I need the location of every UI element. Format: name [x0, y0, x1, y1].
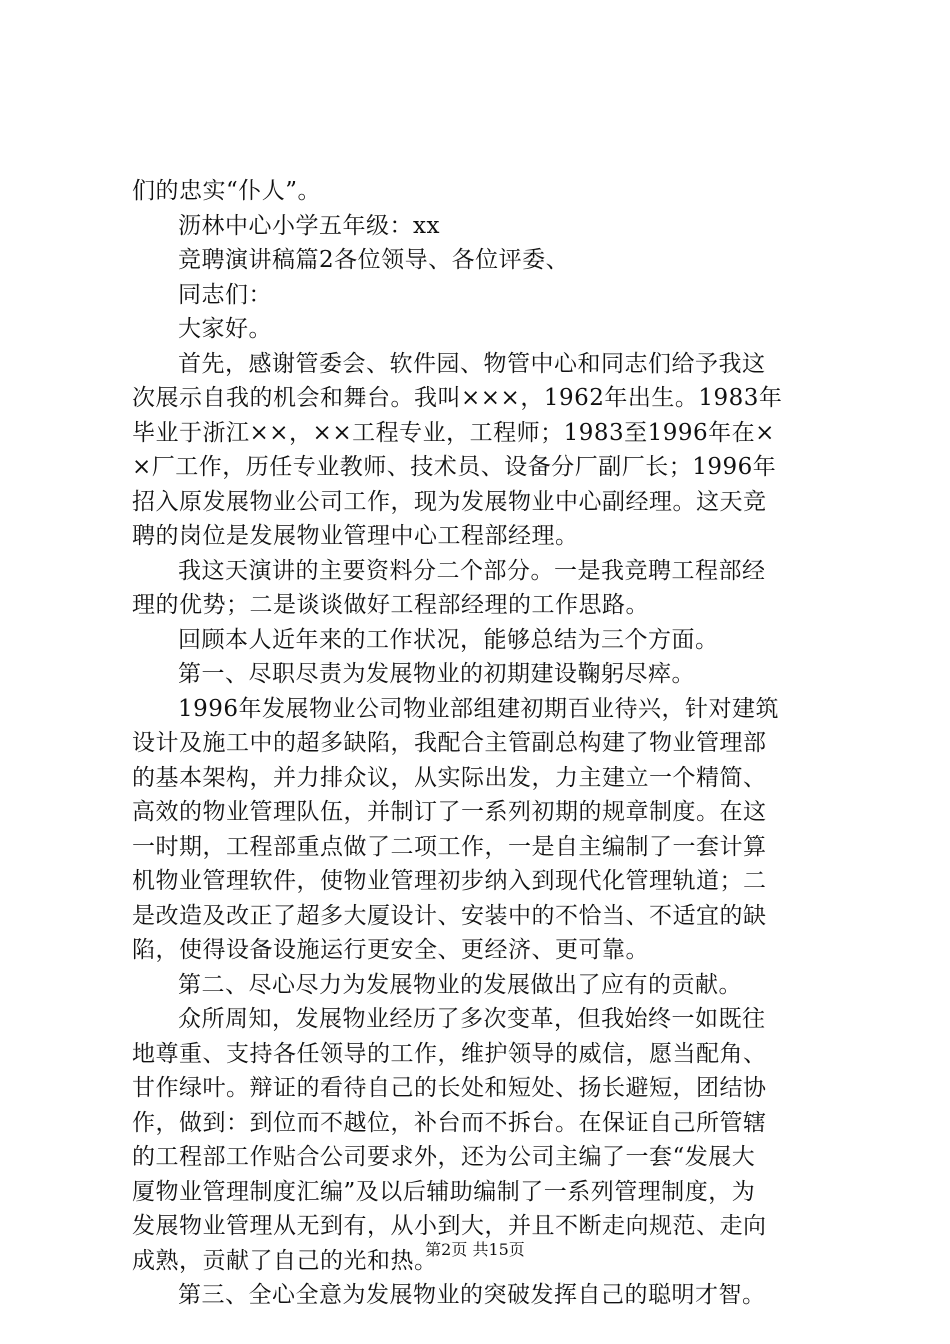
text-line: 我这天演讲的主要资料分二个部分。一是我竞聘工程部经 [178, 557, 766, 584]
text-line: 的基本架构，并力排众议，从实际出发，力主建立一个精简、 [132, 764, 767, 791]
text-line: 作，做到：到位而不越位，补台而不拆台。在保证自己所管辖 [132, 1109, 767, 1136]
text-line: 设计及施工中的超多缺陷，我配合主管副总构建了物业管理部 [132, 730, 767, 756]
text-line: 聘的岗位是发展物业管理中心工程部经理。 [132, 523, 579, 549]
text-line: 第二、尽心尽力为发展物业的发展做出了应有的贡献。 [178, 971, 742, 998]
document-body [132, 174, 832, 1313]
text-line: 发展物业管理从无到有，从小到大，并且不断走向规范、走向 [132, 1213, 767, 1239]
page-number-footer: 第2页 共15页 [425, 1240, 525, 1259]
text-line: ×厂工作，历任专业教师、技术员、设备分厂副厂长；1996年 [132, 454, 777, 480]
text-line: 毕业于浙江××，××工程专业，工程师；1983至1996年在× [132, 419, 775, 446]
text-line: 理的优势；二是谈谈做好工程部经理的工作思路。 [132, 592, 649, 618]
text-line: 1996年发展物业公司物业部组建初期百业待兴，针对建筑 [178, 695, 780, 722]
text-line: 第三、全心全意为发展物业的突破发挥自己的聪明才智。 [178, 1282, 766, 1308]
text-line: 机物业管理软件，使物业管理初步纳入到现代化管理轨道；二 [132, 868, 767, 894]
text-line: 沥林中心小学五年级：xx [178, 212, 440, 239]
text-line: 地尊重、支持各任领导的工作，维护领导的威信，愿当配角、 [132, 1040, 767, 1067]
text-line: 陷，使得设备设施运行更安全、更经济、更可靠。 [132, 937, 649, 963]
text-line: 回顾本人近年来的工作状况，能够总结为三个方面。 [178, 626, 719, 653]
text-line: 们的忠实“仆人”。 [132, 178, 322, 204]
text-line: 成熟，贡献了自己的光和热。 [132, 1247, 438, 1274]
text-line: 厦物业管理制度汇编”及以后辅助编制了一系列管理制度，为 [132, 1178, 756, 1205]
text-line: 同志们： [178, 281, 272, 308]
text-line: 是改造及改正了超多大厦设计、安装中的不恰当、不适宜的缺 [132, 902, 767, 929]
text-line: 招入原发展物业公司工作，现为发展物业中心副经理。这天竞 [132, 488, 767, 515]
text-line: 的工程部工作贴合公司要求外，还为公司主编了一套“发展大 [132, 1144, 756, 1170]
text-line: 大家好。 [178, 316, 272, 342]
text-line: 首先，感谢管委会、软件园、物管中心和同志们给予我这 [178, 350, 766, 377]
text-line: 第一、尽职尽责为发展物业的初期建设鞠躬尽瘁。 [178, 661, 695, 687]
text-line: 一时期，工程部重点做了二项工作，一是自主编制了一套计算 [132, 833, 767, 860]
text-line: 甘作绿叶。辩证的看待自己的长处和短处、扬长避短，团结协 [132, 1075, 767, 1101]
text-line: 次展示自我的机会和舞台。我叫×××，1962年出生。1983年 [132, 385, 783, 411]
text-line: 竞聘演讲稿篇2各位领导、各位评委、 [178, 247, 570, 273]
text-line: 高效的物业管理队伍，并制订了一系列初期的规章制度。在这 [132, 799, 767, 825]
text-line: 众所周知，发展物业经历了多次变革，但我始终一如既往 [178, 1006, 766, 1032]
